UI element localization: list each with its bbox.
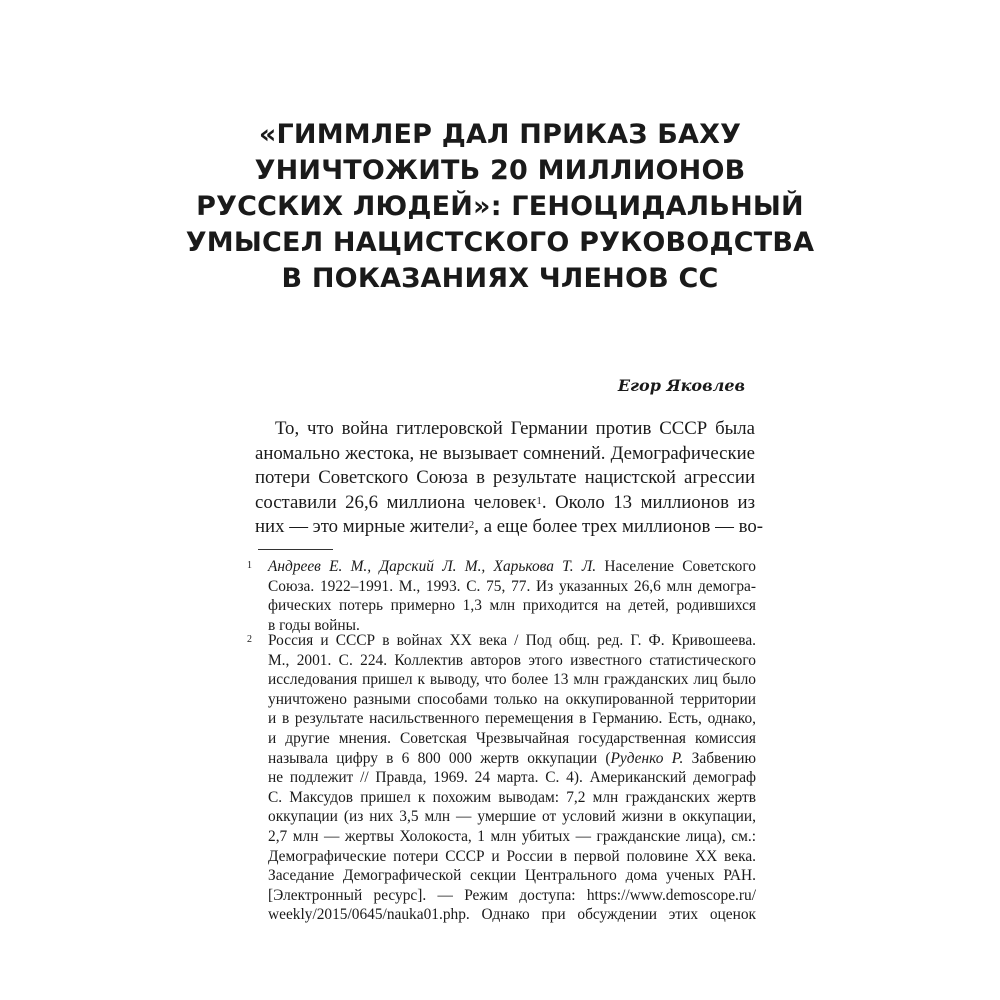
footnote-line: и другие мнения. Советская Чрезвычайная государственная комиссия	[268, 729, 756, 747]
body-line: То, что война гитлеровской Германии против СССР была	[275, 418, 755, 439]
footnote-line: С. Максудов пришел к похожим выводам: 7,2 млн гражданских жертв	[268, 788, 756, 806]
footnote-2	[247, 631, 756, 925]
footnote-cited-author: Руденко Р.	[610, 749, 684, 767]
footnote-text-segment: Забвению	[683, 749, 756, 767]
footnote-text-segment: называла цифру в 6 800 000 жертв оккупации (	[268, 749, 611, 767]
footnote-line: в годы войны.	[268, 616, 360, 634]
chapter-title	[150, 117, 850, 297]
body-line: потери Советского Союза в результате нацистской агрессии	[255, 467, 755, 489]
footnote-line: Россия и СССР в войнах XX века / Под общ. ред. Г. Ф. Кривошеева.	[268, 632, 756, 649]
footnote-1	[247, 557, 756, 635]
footnote-divider	[258, 549, 333, 550]
footnote-line: не подлежит // Правда, 1969. 24 марта. С. 4). Американский демограф	[268, 769, 756, 787]
footnote-number: 2	[247, 634, 252, 645]
chapter-title-line: УНИЧТОЖИТЬ 20 МИЛЛИОНОВ	[254, 155, 746, 186]
footnote-line: оккупации (из них 3,5 млн — умершие от условий жизни в оккупации,	[268, 808, 756, 826]
body-text-segment: . Около 13 миллионов из	[541, 491, 755, 513]
footnote-line: и в результате насильственного перемещения в Германию. Есть, однако,	[268, 710, 756, 728]
footnote-text-segment: Население Советского	[596, 558, 756, 575]
author-name: Егор Яковлев	[617, 376, 745, 395]
footnote-line: фических потерь примерно 1,3 млн приходится на детей, родившихся	[268, 597, 756, 615]
footnote-number: 1	[247, 560, 252, 571]
footnote-line: уничтожено разными способами только на оккупированной территории	[268, 690, 756, 708]
body-text-segment: составили 26,6 миллиона человек	[255, 491, 537, 513]
footnote-line: Союза. 1922–1991. М., 1993. С. 75, 77. Из указанных 26,6 млн демогра-	[268, 577, 756, 595]
body-line	[255, 515, 763, 540]
body-text-segment: , а еще более трех миллионов — во-	[474, 516, 763, 538]
footnote-line: исследования пришел к выводу, что более 13 млн гражданских лиц было	[268, 671, 756, 689]
chapter-title-line: УМЫСЕЛ НАЦИСТСКОГО РУКОВОДСТВА	[185, 227, 815, 258]
footnote-reference[interactable]: 1	[536, 494, 542, 507]
footnote-line: М., 2001. С. 224. Коллектив авторов этого известного статистического	[268, 651, 756, 669]
footnote-line: Демографические потери СССР и России в первой половине XX века.	[268, 847, 756, 865]
footnote-authors: Андреев Е. М., Дарский Л. М., Харькова Т. Л.	[268, 558, 597, 575]
footnote-line: [Электронный ресурс]. — Режим доступа: https://www.demoscope.ru/	[268, 886, 756, 904]
footnote-line: Заседание Демографической секции Центрального дома ученых РАН.	[268, 867, 756, 885]
body-line: аномально жестока, не вызывает сомнений. Демографические	[255, 442, 755, 464]
body-line	[255, 491, 755, 516]
footnote-line	[268, 749, 756, 769]
chapter-title-line: В ПОКАЗАНИЯХ ЧЛЕНОВ СС	[281, 263, 719, 294]
footnote-reference[interactable]: 2	[468, 519, 475, 532]
body-text-segment: них — это мирные жители	[255, 516, 469, 538]
body-paragraph	[255, 417, 763, 540]
footnote-line: weekly/2015/0645/nauka01.php. Однако при обсуждении этих оценок	[268, 906, 756, 924]
chapter-title-line: РУССКИХ ЛЮДЕЙ»: ГЕНОЦИДАЛЬНЫЙ	[196, 191, 804, 222]
chapter-title-line: «ГИММЛЕР ДАЛ ПРИКАЗ БАХУ	[258, 119, 742, 150]
footnote-line	[268, 557, 756, 577]
footnote-line: 2,7 млн — жертвы Холокоста, 1 млн убитых — гражданские лица), см.:	[268, 827, 756, 845]
